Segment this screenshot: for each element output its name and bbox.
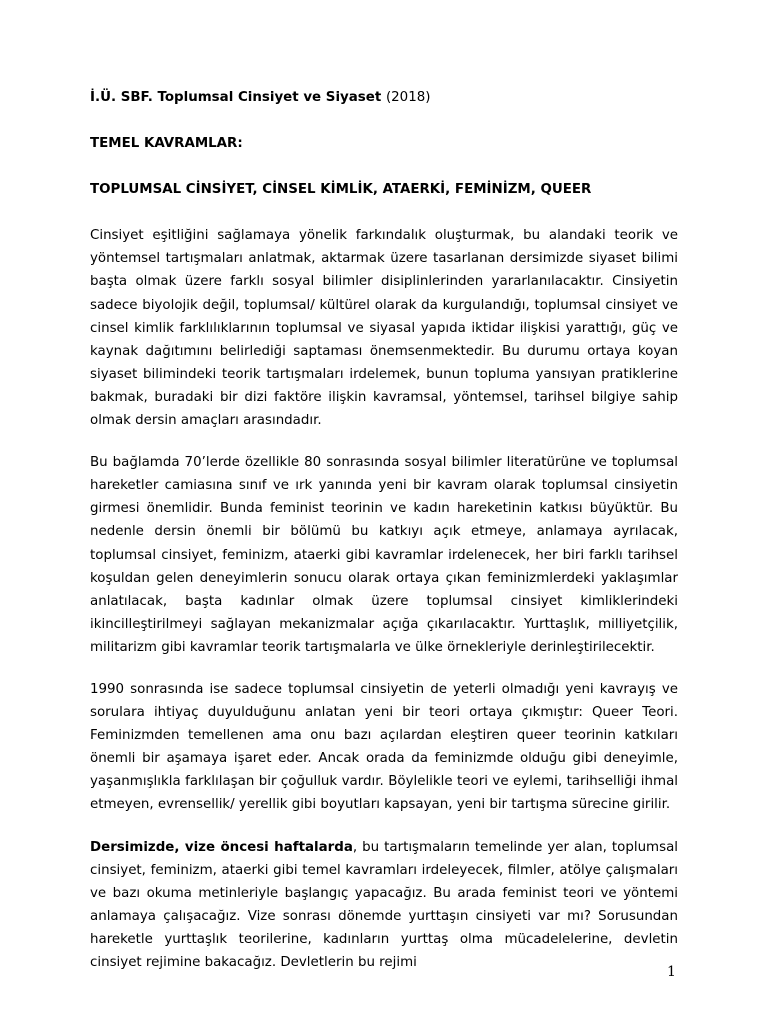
topics-heading: TOPLUMSAL CİNSİYET, CİNSEL KİMLİK, ATAERKİ, FEMİNİZM, QUEER [90,182,592,198]
course-title-bold: İ.Ü. SBF. Toplumsal Cinsiyet ve Siyaset [90,90,382,105]
paragraph-3: 1990 sonrasında ise sadece toplumsal cinsiyetin de yeterli olmadığı yeni kavrayış ve sorulara ihtiyaç duyulduğunu anlatan yeni bir teori ortaya çıkmıştır: Queer Teori. Feminizmden temellenen ama onu bazı açılardan eleştiren queer teorinin katkıları önemli bir aşamaya işaret eder. Ancak orada da feminizmde olduğu gibi deneyimle, yaşanmışlıkla farklılaşan bir çoğulluk vardır. Böylelikle teori ve eylemi, tarihselliği ihmal etmeyen, evrensellik/ yerellik gibi boyutları kapsayan, yeni bir tartışma sürecine girilir. [90,681,678,813]
paragraph-1: Cinsiyet eşitliğini sağlamaya yönelik farkındalık oluşturmak, bu alandaki teorik ve yöntemsel tartışmaları anlatmak, aktarmak üzere tasarlanan dersimizde siyaset bilimi başta olmak üzere farklı sosyal bilimler disiplinlerinden yararlanılacaktır. Cinsiyetin sadece biyolojik değil, toplumsal/ kültürel olarak da kurgulandığı, toplumsal cinsiyet ve cinsel kimlik farklılıklarının toplumsal ve siyasal yapıda iktidar ilişkisi yarattığı, güç ve kaynak dağıtımını belirlediği saptaması önemsenmektedir. Bu durumu ortaya koyan siyaset bilimindeki teorik tartışmaları irdelemek, bunun topluma yansıyan pratiklerine bakmak, buradaki bir dizi faktöre ilişkin kavramsal, yöntemsel, tarihsel bilgiye sahip olmak dersin amaçları arasındadır. [90,228,678,429]
course-title [90,86,678,109]
section-heading: TEMEL KAVRAMLAR: [90,136,243,152]
paragraph-4-bold-lead: Dersimizde, vize öncesi haftalarda [90,839,353,855]
document-page [90,86,678,993]
paragraph-2: Bu bağlamda 70’lerde özellikle 80 sonrasında sosyal bilimler literatürüne ve toplumsal hareketler camiasına sınıf ve ırk yanında yeni bir kavram olarak toplumsal cinsiyetin girmesi önemlidir. Bunda feminist teorinin ve kadın hareketinin katkısı büyüktür. Bu nedenle dersin önemli bir bölümü bu katkıyı açık etmeye, anlamaya ayrılacak, toplumsal cinsiyet, feminizm, ataerki gibi kavramlar irdelenecek, her biri farklı tarihsel koşuldan gelen deneyimlerin sonucu olarak ortaya çıkan feminizmlerdeki yaklaşımlar anlatılacak, başta kadınlar olmak üzere toplumsal cinsiyet kimliklerindeki ikincilleştirilmeyi sağlayan mekanizmalar açığa çıkarılacaktır. Yurttaşlık, milliyetçilik, militarizm gibi kavramlar teorik tartışmalarla ve ülke örnekleriyle derinleştirilecektir. [90,455,678,655]
course-year: (2018) [385,90,431,105]
paragraph-4-text: , bu tartışmaların temelinde yer alan, toplumsal cinsiyet, feminizm, ataerki gibi temel kavramları irdeleyecek, filmler, atölye çalışmaları ve bazı okuma metinleriyle başlangıç yapacağız. Bu arada feminist teori ve yöntemi anlamaya çalışacağız. Vize sonrası dönemde yurttaşın cinsiyeti var mı? Sorusundan hareketle yurttaşlık teorilerine, kadınların yurttaş olma mücadelelerine, devletin cinsiyet rejimine bakacağız. Devletlerin bu rejimi [90,839,678,970]
page-number: 1 [667,964,676,980]
paragraph-4 [90,836,678,975]
